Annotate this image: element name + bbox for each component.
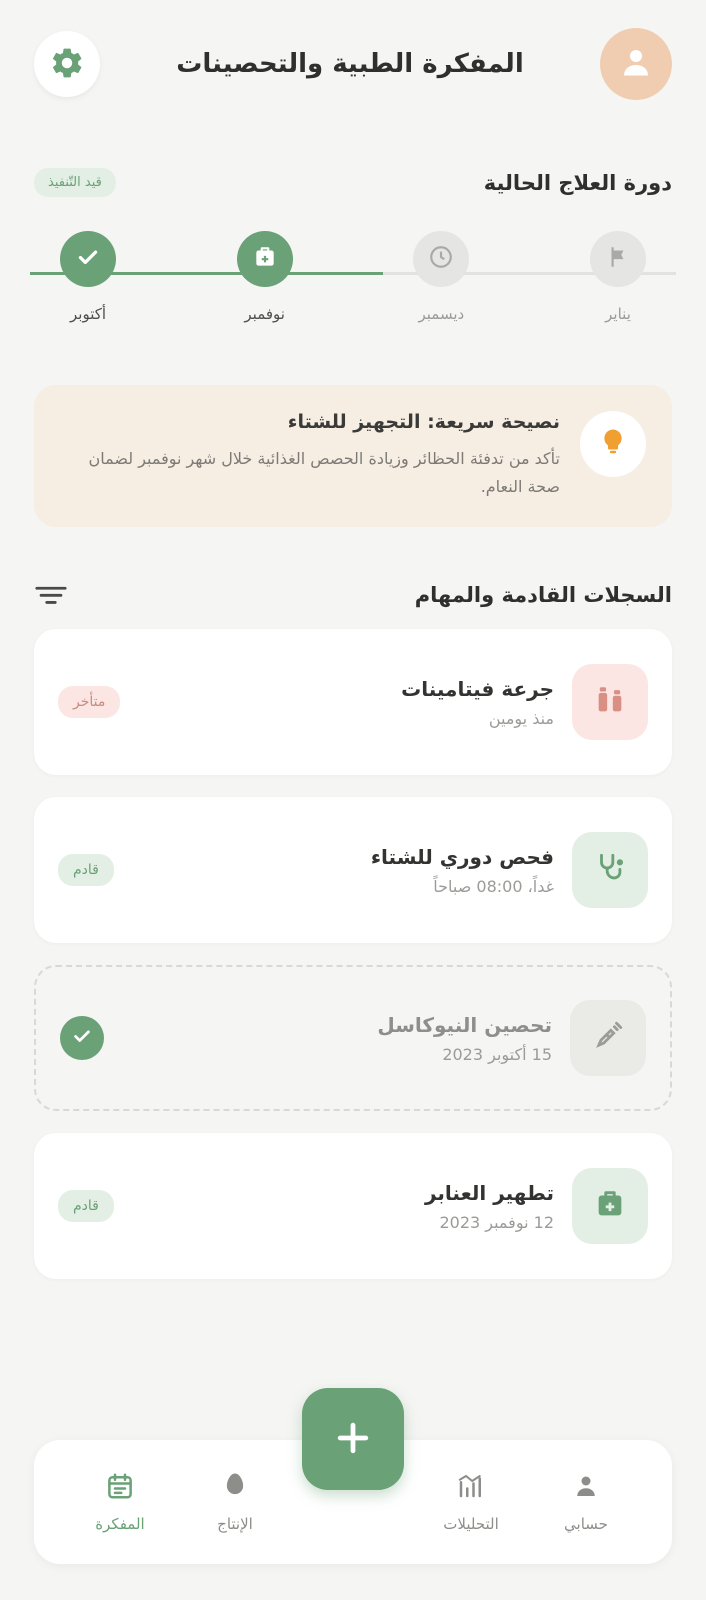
record-icon-wrap — [570, 1000, 646, 1076]
record-title: فحص دوري للشتاء — [370, 844, 554, 869]
lightbulb-icon — [598, 427, 628, 461]
timeline-label: نوفمبر — [244, 305, 285, 323]
medkit-icon — [252, 244, 278, 274]
timeline-step-october[interactable] — [28, 231, 148, 323]
record-title: تحصين النيوكاسل — [377, 1012, 552, 1037]
avatar[interactable] — [600, 28, 672, 100]
calendar-icon — [105, 1471, 135, 1505]
plus-icon — [331, 1416, 375, 1463]
medkit-icon — [593, 1187, 627, 1225]
record-icon-wrap — [572, 664, 648, 740]
record-row-vitamins[interactable] — [34, 629, 672, 775]
flag-icon — [605, 244, 631, 274]
person-icon — [571, 1471, 601, 1505]
timeline-dot — [237, 231, 293, 287]
timeline-label: يناير — [605, 305, 631, 323]
nav-label: التحليلات — [443, 1515, 499, 1533]
record-icon-wrap — [572, 832, 648, 908]
timeline-label: أكتوبر — [70, 305, 107, 323]
treatment-section-title: دورة العلاج الحالية — [483, 170, 672, 195]
timeline-dot — [413, 231, 469, 287]
record-subtitle: غداً، 08:00 صباحاً — [433, 876, 554, 896]
timeline-step-november[interactable] — [205, 231, 325, 323]
records-section-title: السجلات القادمة والمهام — [414, 583, 672, 607]
record-completed-check — [60, 1016, 104, 1060]
record-title: جرعة فيتامينات — [401, 676, 554, 701]
timeline-step-january[interactable] — [558, 231, 678, 323]
tip-title: نصيحة سريعة: التجهيز للشتاء — [287, 411, 560, 433]
check-icon — [71, 1025, 93, 1051]
records-section-header — [0, 583, 706, 607]
record-badge: متأخر — [58, 686, 120, 718]
add-button[interactable] — [302, 1388, 404, 1490]
timeline-step-december[interactable] — [381, 231, 501, 323]
nav-label: حسابي — [564, 1515, 608, 1533]
syringe-icon — [591, 1019, 625, 1057]
quick-tip-card — [34, 385, 672, 527]
chart-icon — [456, 1471, 486, 1505]
status-badge: قيد التّنفيذ — [34, 168, 116, 197]
timeline-dot — [590, 231, 646, 287]
tip-icon-wrap — [580, 411, 646, 477]
record-row-newcastle[interactable] — [34, 965, 672, 1111]
treatment-timeline — [0, 231, 706, 351]
egg-icon — [220, 1471, 250, 1505]
record-badge: قادم — [58, 854, 114, 886]
timeline-dot — [60, 231, 116, 287]
record-row-disinfection[interactable] — [34, 1133, 672, 1279]
nav-item-journal[interactable] — [68, 1471, 172, 1533]
record-subtitle: منذ يومين — [488, 708, 554, 728]
check-icon — [75, 244, 101, 274]
bottom-nav-wrap — [0, 1384, 706, 1564]
user-avatar-icon — [618, 44, 654, 84]
stethoscope-icon — [593, 851, 627, 889]
nav-item-analytics[interactable] — [419, 1471, 523, 1533]
nav-item-account[interactable] — [534, 1471, 638, 1533]
record-badge: قادم — [58, 1190, 114, 1222]
timeline-label: ديسمبر — [418, 305, 465, 323]
vaccine-bottle-icon — [593, 683, 627, 721]
filter-icon[interactable] — [34, 584, 68, 606]
settings-button[interactable] — [34, 31, 100, 97]
record-icon-wrap — [572, 1168, 648, 1244]
record-title: تطهير العنابر — [424, 1180, 554, 1205]
record-row-checkup[interactable] — [34, 797, 672, 943]
tip-body: تأكد من تدفئة الحظائر وزيادة الحصص الغذائية خلال شهر نوفمبر لضمان صحة النعام. — [88, 449, 560, 496]
clock-icon — [428, 244, 454, 274]
record-subtitle: 15 أكتوبر 2023 — [442, 1044, 552, 1064]
nav-label: المفكرة — [95, 1515, 145, 1533]
records-list — [0, 629, 706, 1279]
app-header — [0, 0, 706, 112]
nav-item-production[interactable] — [183, 1471, 287, 1533]
page-title: المفكرة الطبية والتحصينات — [176, 49, 524, 79]
gear-icon — [49, 45, 85, 84]
nav-label: الإنتاج — [217, 1515, 253, 1533]
treatment-section-header — [0, 168, 706, 197]
record-subtitle: 12 نوفمبر 2023 — [439, 1212, 554, 1232]
